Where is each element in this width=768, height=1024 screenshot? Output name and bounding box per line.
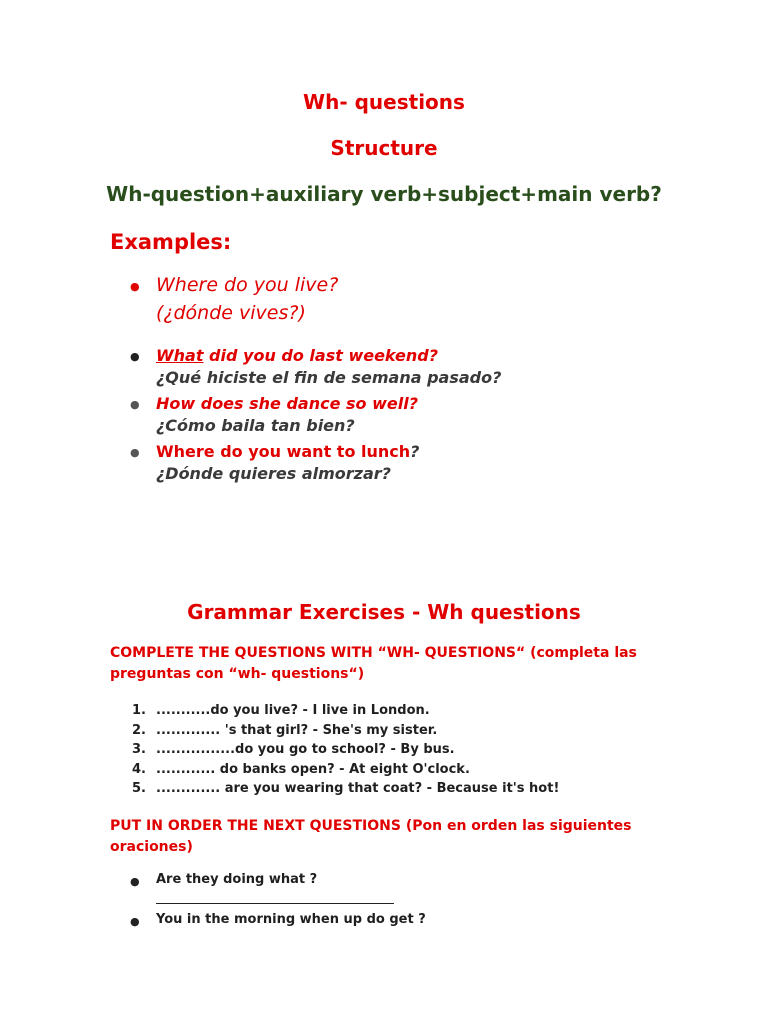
bullet-icon: ●: [130, 350, 140, 363]
structure-formula: Wh-question+auxiliary verb+subject+main verb?: [106, 182, 662, 206]
complete-questions-instruction: COMPLETE THE QUESTIONS WITH “WH- QUESTIONS“ (completa las preguntas con “wh- questions“): [110, 645, 637, 682]
order-questions-instruction: PUT IN ORDER THE NEXT QUESTIONS (Pon en orden las siguientes oraciones): [110, 818, 632, 855]
example-translation: ¿Dónde quieres almorzar?: [156, 464, 391, 483]
item-number: 3.: [132, 742, 146, 757]
grammar-exercises-heading: Grammar Exercises - Wh questions: [187, 600, 581, 624]
structure-heading: Structure: [330, 136, 438, 160]
question-mark: ?: [410, 442, 420, 461]
order-item-text: You in the morning when up do get ?: [156, 912, 426, 927]
example-translation: ¿Qué hiciste el fin de semana pasado?: [156, 368, 502, 387]
example-question: [156, 346, 438, 365]
bullet-icon: ●: [130, 446, 140, 459]
exercise-list: [132, 703, 559, 801]
item-text: ...........do you live? - I live in London.: [156, 703, 430, 718]
order-item-text: Are they doing what ?: [156, 872, 318, 887]
item-number: 1.: [132, 703, 146, 718]
example-question: [156, 442, 419, 461]
item-text: ............. are you wearing that coat? - Because it's hot!: [156, 781, 560, 796]
item-text: ................do you go to school? - By bus.: [156, 742, 455, 757]
question-word: What: [156, 346, 204, 365]
item-text: ............. 's that girl? - She's my sister.: [156, 722, 438, 738]
list-item: [132, 762, 559, 782]
bullet-icon: ●: [130, 280, 140, 293]
list-item: [132, 703, 559, 723]
answer-line: [156, 903, 394, 904]
list-item: [132, 742, 559, 762]
item-number: 2.: [132, 722, 146, 738]
bullet-icon: ●: [130, 875, 140, 888]
item-text: ............ do banks open? - At eight O'clock.: [156, 761, 470, 777]
examples-heading: Examples:: [110, 230, 232, 254]
question-rest: did you do last weekend?: [203, 346, 438, 365]
example-question: How does she dance so well?: [156, 394, 418, 413]
item-number: 4.: [132, 761, 146, 777]
example-translation: ¿Cómo baila tan bien?: [156, 416, 355, 435]
question-main: Where do you want to lunch: [156, 442, 411, 461]
bullet-icon: ●: [130, 398, 140, 411]
example-question: Where do you live?: [156, 274, 339, 296]
example-translation: (¿dónde vives?): [156, 302, 306, 324]
item-number: 5.: [132, 781, 146, 796]
list-item: [132, 781, 559, 801]
bullet-icon: ●: [130, 915, 140, 928]
list-item: [132, 723, 559, 743]
page-title: Wh- questions: [303, 90, 465, 114]
